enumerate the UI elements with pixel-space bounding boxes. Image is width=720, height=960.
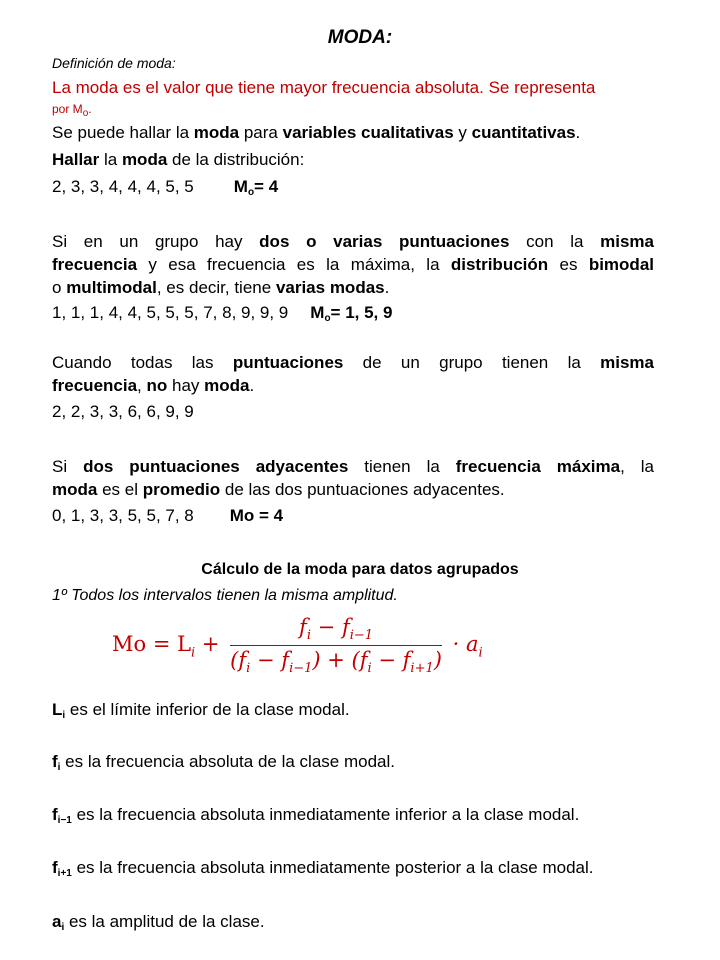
bold-term: no — [146, 376, 168, 395]
def-fi: $f_i$ es la frecuencia absoluta de la clase modal. — [52, 752, 395, 773]
definition-text: La moda es el valor que tiene mayor frecuencia absoluta. Se representa — [52, 78, 596, 97]
example-result — [234, 177, 278, 196]
bold-term: bimodal — [588, 255, 654, 274]
text: M — [233, 177, 248, 196]
example-4 — [52, 506, 283, 526]
bold-term: puntuaciones — [232, 353, 344, 372]
def-fi-minus-1: $f_{i-1}$ es la frecuencia absoluta inmediatamente inferior a la clase modal. — [52, 805, 580, 826]
bold-term: moda — [52, 480, 98, 499]
bold-term: cuantitativas — [471, 123, 576, 142]
bold-term: varias modas — [275, 278, 385, 297]
example-result: Mo = 4 — [229, 506, 284, 525]
formula-fraction — [230, 615, 442, 676]
subscript: o — [82, 108, 89, 119]
text: Si en un grupo hay — [52, 232, 260, 251]
subscript: i — [478, 645, 483, 661]
bold-term: variables cualitativas — [282, 123, 454, 142]
bold-term: multimodal — [66, 278, 157, 297]
bold-term: misma — [600, 232, 654, 251]
bold-term: moda — [204, 376, 250, 395]
adjacent-line — [52, 480, 505, 500]
text: . — [384, 278, 390, 297]
bold-term: frecuencia máxima — [455, 457, 621, 476]
definition-label: Definición de moda: — [52, 55, 176, 71]
bold-term: frecuencia — [52, 255, 138, 274]
text: Si — [52, 457, 84, 476]
example-result — [310, 303, 392, 322]
bold-term: frecuencia — [52, 376, 138, 395]
mode-formula — [112, 615, 483, 676]
text: M — [310, 303, 325, 322]
subscript: o — [247, 187, 255, 198]
text: con la — [509, 232, 601, 251]
text: es el — [97, 480, 143, 499]
formula-lhs: Mo = L — [112, 632, 192, 657]
bold-term: distribución — [450, 255, 549, 274]
text: de las dos puntuaciones adyacentes. — [220, 480, 505, 499]
text: la — [99, 150, 122, 169]
numerator: $f_i - f_{i-1}$ — [230, 615, 442, 646]
times-amplitude: · a — [445, 632, 479, 657]
bimodal-line — [52, 232, 654, 252]
example-3: 2, 2, 3, 3, 6, 6, 9, 9 — [52, 402, 194, 421]
text: = 4 — [254, 177, 279, 196]
grouped-subheading: 1º Todos los intervalos tienen la misma amplitud. — [52, 587, 398, 604]
text: , es decir, tiene — [156, 278, 276, 297]
task-line — [52, 150, 304, 170]
text: por M — [52, 102, 83, 116]
bold-term: misma — [600, 353, 655, 372]
bold-term: dos o varias puntuaciones — [259, 232, 510, 251]
text: y esa frecuencia es la máxima, la — [137, 255, 451, 274]
subscript: o — [324, 313, 331, 324]
adjacent-line — [52, 457, 654, 477]
example-1 — [52, 177, 278, 203]
bold-term: promedio — [142, 480, 221, 499]
text: . — [88, 102, 92, 116]
example-values: 2, 3, 3, 4, 4, 4, 5, 5 — [52, 177, 194, 196]
def-ai: $a_i$ es la amplitud de la clase. — [52, 912, 265, 933]
text: y — [453, 123, 472, 142]
denominator: $(f_i - f_{i-1}) + (f_i - f_{i+1})$ — [230, 648, 442, 677]
bold-term: Hallar — [52, 150, 100, 169]
text: , la — [620, 457, 655, 476]
text: para — [239, 123, 283, 142]
text: de la distribución: — [167, 150, 305, 169]
bimodal-line — [52, 278, 389, 298]
bimodal-line — [52, 255, 654, 275]
page-title: MODA: — [327, 27, 393, 48]
definition-symbol — [52, 99, 92, 124]
bold-term: moda — [121, 150, 168, 169]
text: tienen la — [348, 457, 456, 476]
example-values: 0, 1, 3, 3, 5, 5, 7, 8 — [52, 506, 194, 525]
text: = 1, 5, 9 — [330, 303, 393, 322]
bold-term: moda — [193, 123, 240, 142]
example-values: 1, 1, 1, 4, 4, 5, 5, 5, 7, 8, 9, 9, 9 — [52, 303, 289, 322]
text: . — [249, 376, 255, 395]
bold-term: dos puntuaciones adyacentes — [83, 457, 349, 476]
text: , — [137, 376, 147, 395]
subscript: i — [191, 645, 196, 661]
intro-line — [52, 123, 580, 143]
text: o — [52, 278, 67, 297]
text: de un grupo tienen la — [343, 353, 601, 372]
grouped-heading: Cálculo de la moda para datos agrupados — [201, 561, 519, 578]
text: Cuando todas las — [52, 353, 233, 372]
text: es — [548, 255, 589, 274]
no-mode-line — [52, 376, 254, 396]
plus: + — [195, 632, 227, 657]
text: hay — [167, 376, 205, 395]
def-fi-plus-1: $f_{i+1}$ es la frecuencia absoluta inmediatamente posterior a la clase modal. — [52, 858, 594, 879]
no-mode-line — [52, 353, 654, 373]
example-2 — [52, 303, 392, 329]
def-li: $L_i$ es el límite inferior de la clase modal. — [52, 700, 350, 721]
text: Se puede hallar la — [52, 123, 194, 142]
text: . — [575, 123, 581, 142]
